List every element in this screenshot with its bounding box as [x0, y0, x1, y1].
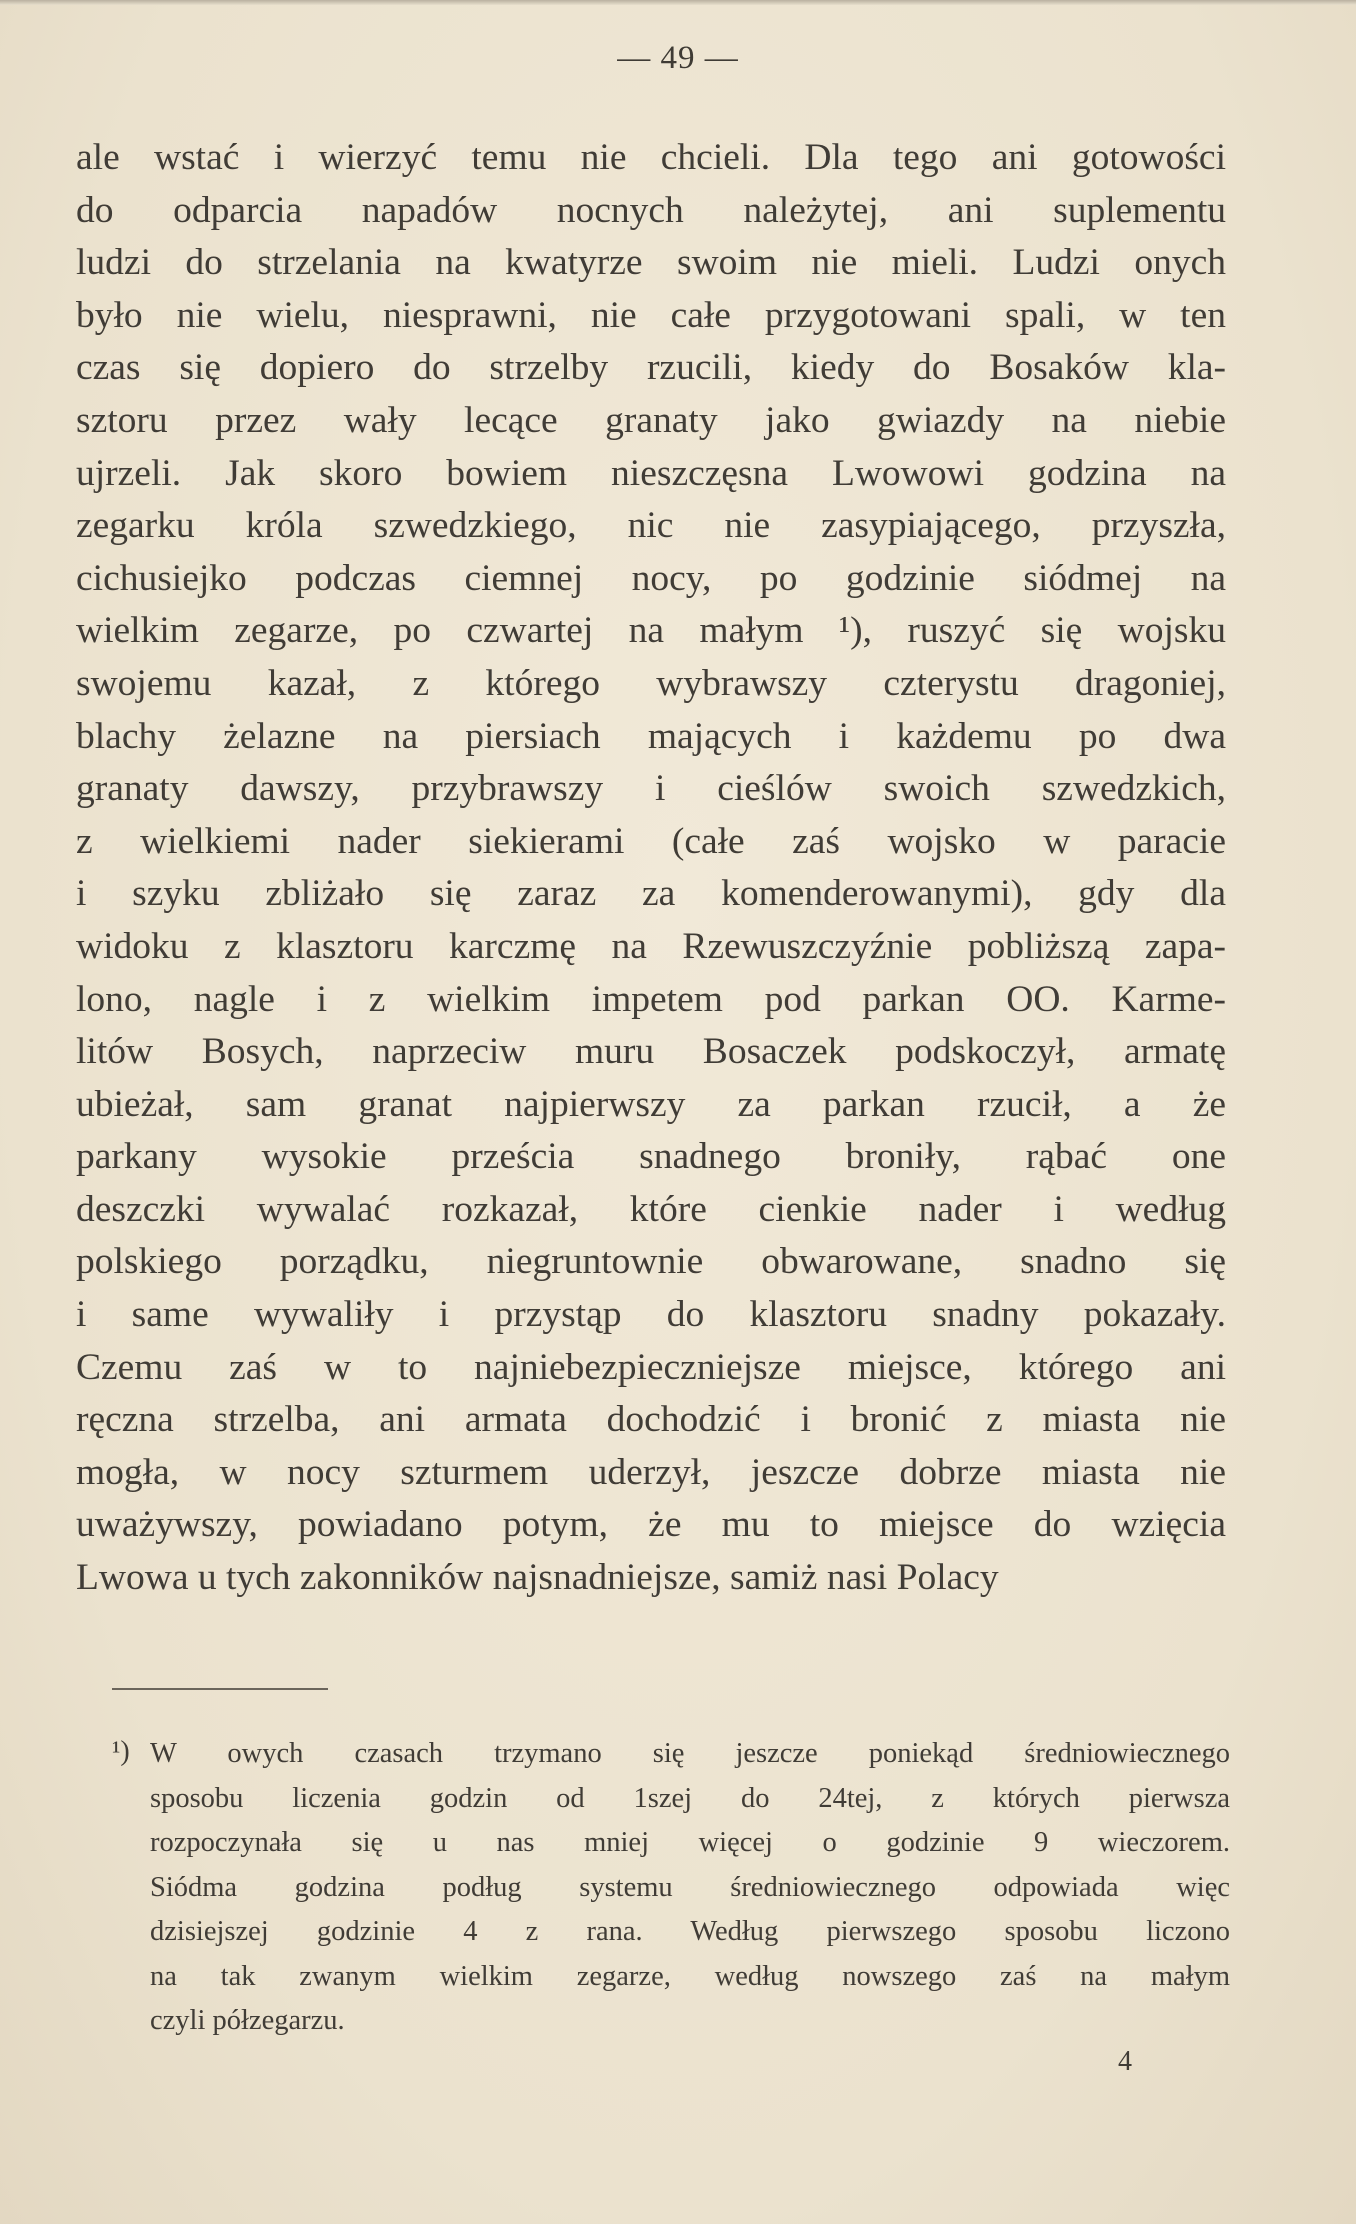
text-line: z wielkiemi nader siekierami (całe zaś wojsko w paracie [76, 820, 1226, 862]
text-line: było nie wielu, niesprawni, nie całe przygotowani spali, w ten [76, 294, 1226, 336]
text-line: granaty dawszy, przybrawszy i cieślów swoich szwedzkich, [76, 768, 1226, 810]
text-line: widoku z klasztoru karczmę na Rzewuszczyźnie pobliższą zapa- [76, 925, 1226, 967]
footnote-line: czyli półzegarzu. [150, 2005, 345, 2036]
footnote-line: W owych czasach trzymano się jeszcze poniekąd średniowiecznego [150, 1738, 1230, 1769]
footnote-text [150, 1732, 1230, 2044]
page-top-edge [0, 0, 1356, 5]
text-line: cichusiejko podczas ciemnej nocy, po godzinie siódmej na [76, 557, 1226, 599]
text-line: i szyku zbliżało się zaraz za komenderowanymi), gdy dla [76, 873, 1226, 915]
text-line: polskiego porządku, niegruntownie obwarowane, snadno się [76, 1241, 1226, 1283]
text-line: Czemu zaś w to najniebezpieczniejsze miejsce, którego ani [76, 1346, 1226, 1388]
footnote-line: sposobu liczenia godzin od 1szej do 24tej, z których pierwsza [150, 1782, 1230, 1814]
text-line: ujrzeli. Jak skoro bowiem nieszczęsna Lwowowi godzina na [76, 452, 1226, 494]
text-line: lono, nagle i z wielkim impetem pod parkan OO. Karme- [76, 978, 1226, 1020]
text-line: parkany wysokie prześcia snadnego broniły, rąbać one [76, 1136, 1226, 1178]
footnote-marker: ¹) [112, 1736, 130, 1767]
text-line: uważywszy, powiadano potym, że mu to miejsce do wzięcia [76, 1504, 1226, 1546]
text-line: swojemu kazał, z którego wybrawszy czterystu dragoniej, [76, 662, 1226, 704]
text-line: do odparcia napadów nocnych należytej, ani suplementu [76, 189, 1226, 231]
footnote-line: dzisiejszej godzinie 4 z rana. Według pierwszego sposobu liczono [150, 1916, 1230, 1947]
text-line: ale wstać i wierzyć temu nie chcieli. Dla tego ani gotowości [76, 137, 1226, 178]
text-line: i same wywaliły i przystąp do klasztoru snadny pokazały. [76, 1294, 1226, 1336]
text-line: deszczki wywalać rozkazał, które cienkie nader i według [76, 1188, 1226, 1230]
text-line: sztoru przez wały lecące granaty jako gwiazdy na niebie [76, 399, 1226, 441]
text-line: blachy żelazne na piersiach mających i każdemu po dwa [76, 715, 1226, 757]
body-text [76, 132, 1226, 1605]
footnote-line: Siódma godzina podług systemu średniowiecznego odpowiada więc [150, 1871, 1230, 1903]
text-line: ludzi do strzelania na kwatyrze swoim nie mieli. Ludzi onych [76, 242, 1226, 284]
footnote-line: na tak zwanym wielkim zegarze, według nowszego zaś na małym [150, 1960, 1230, 1992]
text-line: ubieżał, sam granat najpierwszy za parkan rzucił, a że [76, 1083, 1226, 1125]
footnote-divider [112, 1688, 328, 1690]
footnote-line: rozpoczynała się u nas mniej więcej o godzinie 9 wieczorem. [150, 1827, 1230, 1858]
text-line: litów Bosych, naprzeciw muru Bosaczek podskoczył, armatę [76, 1031, 1226, 1073]
text-line: wielkim zegarze, po czwartej na małym ¹), ruszyć się wojsku [76, 610, 1226, 652]
page-number: — 49 — [617, 40, 739, 76]
text-line: Lwowa u tych zakonników najsnadniejsze, samiż nasi Polacy [76, 1557, 999, 1599]
text-line: zegarku króla szwedzkiego, nic nie zasypiającego, przyszła, [76, 505, 1226, 547]
printer-signature-mark: 4 [1118, 2046, 1132, 2077]
text-line: czas się dopiero do strzelby rzucili, kiedy do Bosaków kla- [76, 347, 1226, 389]
text-line: mogła, w nocy szturmem uderzył, jeszcze dobrze miasta nie [76, 1451, 1226, 1493]
text-line: ręczna strzelba, ani armata dochodzić i bronić z miasta nie [76, 1399, 1226, 1441]
